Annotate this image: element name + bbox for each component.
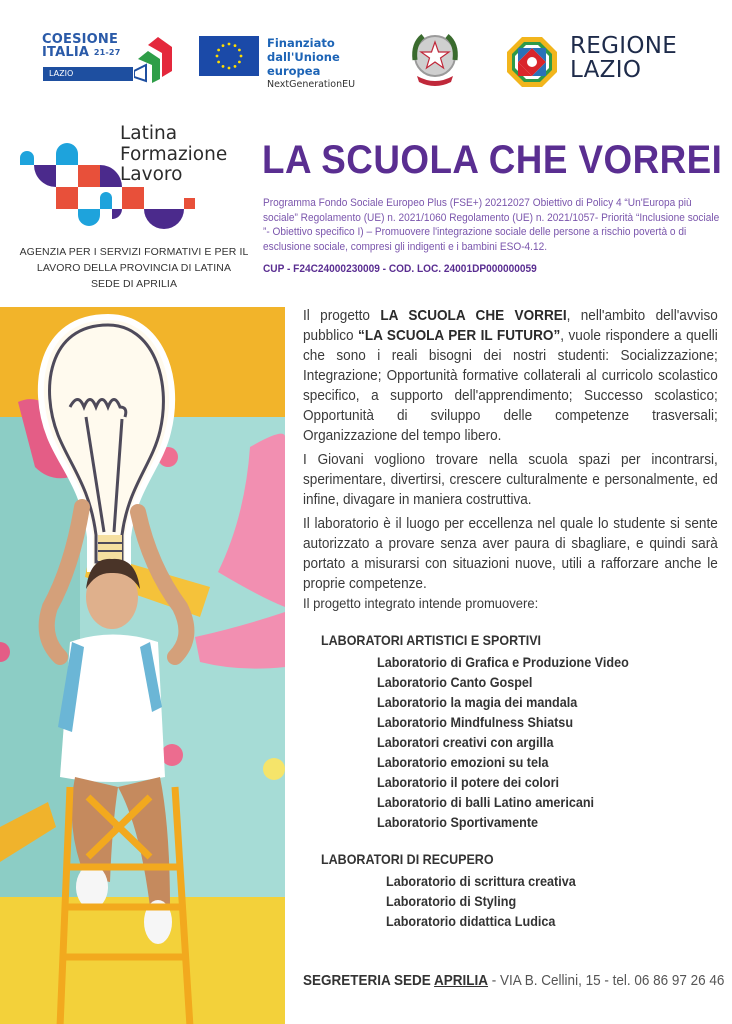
avviso-name-bold: “LA SCUOLA PER IL FUTURO” bbox=[358, 328, 561, 344]
paragraph-intro: Il progetto LA SCUOLA CHE VORREI, nell'ambito dell'avviso pubblico “LA SCUOLA PER IL FUTURO”, vuole rispondere a quelli che sono i reali bisogni dei nostri studenti: Socializzazione; Integrazione; Opportunità formative collaterali al curricolo scolastico specifico, a supporto dell'apprendimento; Successo scolastico; Opportunità di sviluppo delle competenze trasversali; Organizzazione del tempo libero. bbox=[303, 308, 718, 444]
list-item: Laboratorio di Grafica e Produzione Video bbox=[377, 654, 629, 670]
page-title: LA SCUOLA CHE VORREI bbox=[262, 138, 723, 182]
paragraph-giovani: I Giovani vogliono trovare nella scuola spazi per incontrarsi, sperimentare, divertirsi, crescere culturalmente e personalmente, ed infine, divagare in maniera costruttiva. bbox=[303, 452, 718, 508]
regione-line2: LAZIO bbox=[570, 57, 642, 83]
list-item: Laboratorio di balli Latino americani bbox=[377, 794, 595, 810]
list-item: Laboratorio Mindfulness Shiatsu bbox=[377, 714, 574, 730]
section-title-recupero: LABORATORI DI RECUPERO bbox=[321, 852, 494, 867]
agency-line1: AGENZIA PER I SERVIZI FORMATIVI E PER IL bbox=[19, 246, 249, 258]
agency-line2: LAVORO DELLA PROVINCIA DI LATINA bbox=[36, 262, 232, 274]
list-item: Laboratorio il potere dei colori bbox=[377, 774, 560, 790]
eu-flag-icon bbox=[199, 36, 259, 76]
agency-description bbox=[16, 244, 252, 292]
eu-funding-logo bbox=[199, 36, 374, 90]
program-description: Programma Fondo Sociale Europeo Plus (FSE+) 20212027 Obiettivo di Policy 4 “Un'Europa più sociale” Regolamento (UE) n. 2021/1060 Regolamento (UE) n. 2021/1057- Priorità “Inclusione sociale ”- Obiettivo specifico I) – Promuovere l'integrazione sociale delle persone a rischio povertà o di esclusione sociale, compresi gli indigenti e i bambini ESO-4.12. bbox=[263, 197, 720, 253]
project-description bbox=[303, 306, 718, 598]
coesione-line1: COESIONE bbox=[42, 32, 119, 47]
eu-line3: NextGenerationEU bbox=[267, 79, 356, 90]
lfl-name-line3: Lavoro bbox=[120, 164, 183, 185]
lfl-wordmark bbox=[120, 124, 227, 186]
lfl-name-line2: Formazione bbox=[120, 143, 228, 165]
latina-formazione-lavoro-logo bbox=[16, 124, 256, 294]
contact-footer bbox=[303, 972, 724, 989]
footer-city: APRILIA bbox=[434, 972, 489, 989]
list-item: Laboratorio Canto Gospel bbox=[377, 674, 533, 690]
eu-line2: dall'Unione europea bbox=[267, 50, 340, 78]
list-item: Laboratorio di Styling bbox=[386, 893, 517, 909]
coesione-italia-logo bbox=[42, 33, 172, 83]
footer-address: - VIA B. Cellini, 15 - tel. 06 86 97 26 46 bbox=[488, 972, 725, 989]
list-item: Laboratorio Sportivamente bbox=[377, 814, 539, 830]
lab-list-artistici bbox=[377, 652, 657, 832]
cup-code: CUP - F24C24000230009 - COD. LOC. 24001DP000000059 bbox=[263, 263, 537, 275]
list-item: Laboratorio di scrittura creativa bbox=[386, 873, 576, 889]
coesione-years: 21-27 bbox=[93, 48, 121, 57]
coesione-wordmark bbox=[42, 33, 120, 59]
list-item: Laboratorio didattica Ludica bbox=[386, 913, 556, 929]
regione-lazio-logo bbox=[506, 34, 696, 88]
coesione-region-bar: LAZIO bbox=[43, 67, 133, 81]
regione-line1: REGIONE bbox=[570, 33, 678, 59]
coesione-chevron-icon bbox=[134, 37, 174, 83]
list-item: Laboratori creativi con argilla bbox=[377, 734, 554, 750]
paragraph-laboratorio: Il laboratorio è il luogo per eccellenza nel quale lo studente si sente autorizzato a provare senza aver paura di sbagliare, e quindi sarà portato a misurarsi con situazioni nuove, utili a rafforzare anche le proprie competenze. bbox=[303, 516, 718, 592]
coesione-line2: ITALIA bbox=[42, 45, 90, 60]
list-item: Laboratorio la magia dei mandala bbox=[377, 694, 578, 710]
integrated-project-intro: Il progetto integrato intende promuovere: bbox=[303, 595, 539, 611]
list-item: Laboratorio emozioni su tela bbox=[377, 754, 549, 770]
project-name-bold: LA SCUOLA CHE VORREI bbox=[380, 308, 567, 324]
footer-label: SEGRETERIA SEDE bbox=[303, 972, 435, 989]
student-lightbulb-photo bbox=[0, 307, 285, 1024]
lfl-name-line1: Latina bbox=[120, 123, 178, 144]
section-title-artistici: LABORATORI ARTISTICI E SPORTIVI bbox=[321, 633, 542, 648]
lab-list-recupero bbox=[386, 871, 597, 931]
lazio-coat-of-arms-icon bbox=[506, 36, 558, 88]
agency-line3: SEDE DI APRILIA bbox=[90, 278, 178, 290]
repubblica-italiana-emblem-icon bbox=[409, 30, 461, 92]
eu-line1: Finanziato bbox=[267, 36, 335, 50]
